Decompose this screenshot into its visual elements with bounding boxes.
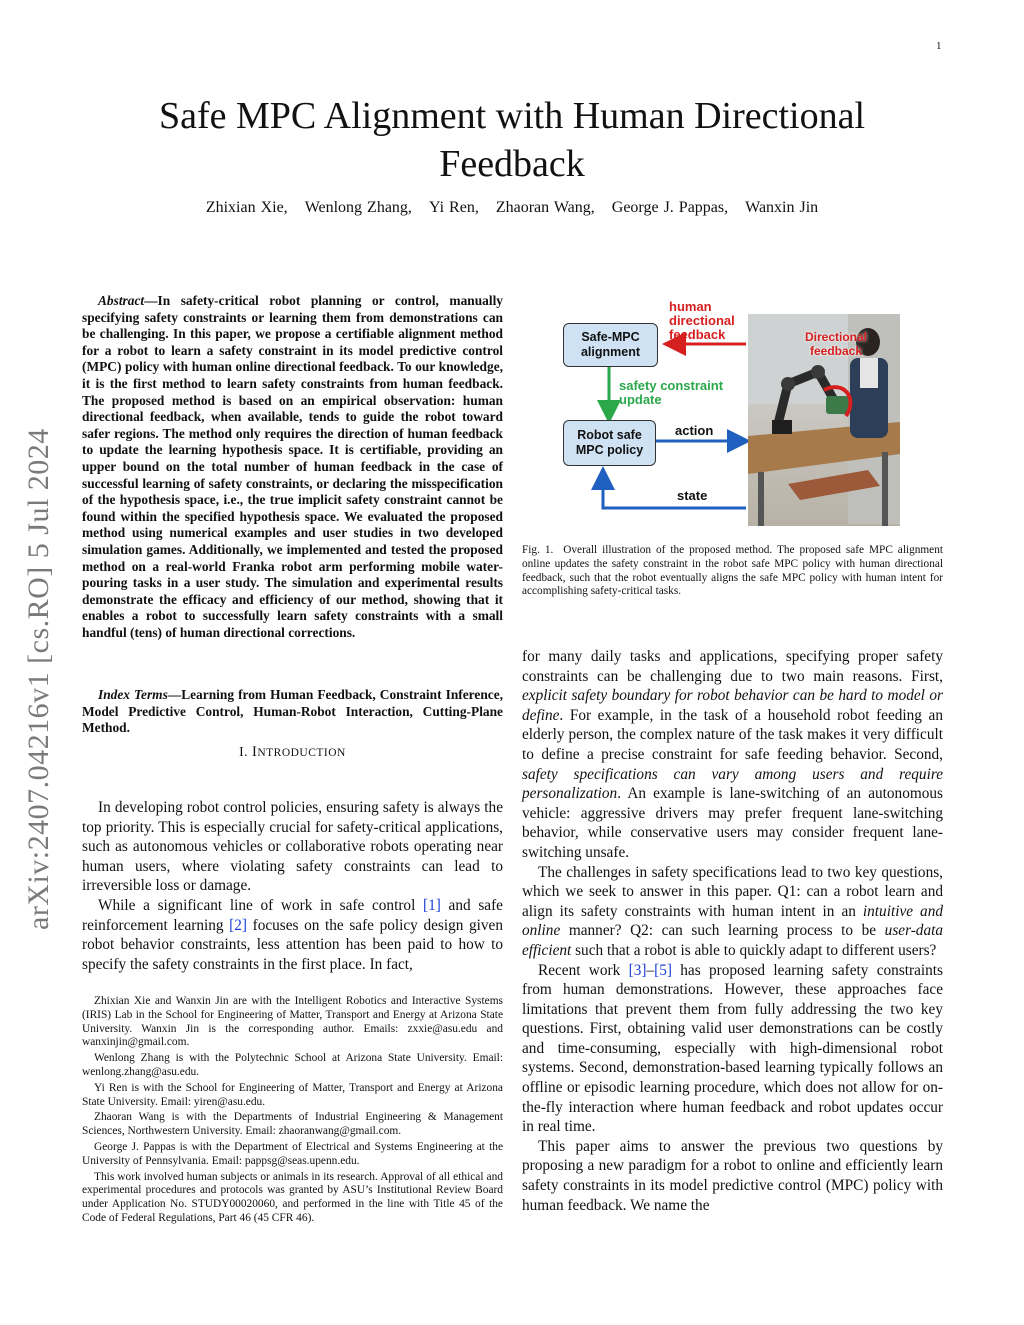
text-run: has proposed learning safety constraints from human demonstrations. However, these approaches face limitations that prevent them from fully addressing the two key questions. First, obtaining valid user demonstrations can be costly and time-consuming, especially with high-dimensional robot systems. Second, demonstration-based learning typically follows an offline or episodic learning procedure, which does not allow for on-the-fly interaction where human feedback and robot updates occur in real time. — [522, 961, 944, 1136]
footnotes — [82, 995, 503, 1228]
state-label: state — [677, 488, 708, 503]
figure-1 — [553, 296, 901, 528]
index-terms-label: Index Terms — [98, 687, 168, 702]
text-run: focuses on the safe policy design given robot behavior constraints, less attention has been paid to how to specify the safety constraints in the first place. In fact, — [82, 916, 503, 973]
robot-photo — [748, 314, 900, 526]
paragraph — [522, 863, 943, 961]
safe-mpc-alignment-box: Safe-MPC alignment — [563, 323, 658, 367]
page-number: 1 — [936, 40, 942, 52]
text-run: Recent work — [538, 961, 629, 979]
text-run: . An example is lane-switching of an autonomous vehicle: aggressive drivers may prefer frequent lane-switching behavior, while conservative users may consider frequent lane-switching unsafe. — [522, 785, 943, 861]
footnote: Zhixian Xie and Wanxin Jin are with the Intelligent Robotics and Interactive Systems (IRIS) Lab in the School for Engineering of Matter, Transport and Energy at Arizona State University. Wanxin Jin is the corresponding author. Emails: zxxie@asu.edu and wanxinjin@gmail.com. — [82, 995, 503, 1049]
text-run: – — [646, 961, 655, 979]
arxiv-identifier: arXiv:2407.04216v1 [cs.RO] 5 Jul 2024 — [22, 428, 55, 930]
author: Wenlong Zhang, — [304, 199, 412, 216]
safety-update-label: safety constraint update — [619, 378, 724, 407]
paragraph — [82, 896, 503, 974]
author: Yi Ren, — [428, 199, 479, 216]
figure-caption — [522, 544, 943, 599]
section-title — [252, 744, 346, 760]
abstract-label: Abstract — [98, 293, 145, 308]
index-terms — [82, 687, 503, 737]
author-list — [80, 199, 944, 217]
author: Wanxin Jin — [745, 199, 819, 216]
abstract — [82, 293, 503, 641]
text-run: . For example, in the task of a household robot feeding an elderly person, the complex nature of the task makes it very difficult to define a precise constraint for safe feeding behavior. Second, — [522, 706, 943, 763]
directional-feedback-label: Directional feedback — [804, 330, 867, 358]
paragraph — [522, 647, 943, 863]
caption-label: Fig. 1. — [522, 544, 554, 556]
action-label: action — [675, 423, 714, 438]
author: George J. Pappas, — [611, 199, 729, 216]
section-heading — [82, 744, 503, 761]
footnote: Yi Ren is with the School for Engineering of Matter, Transport and Energy at Arizona State University. Email: yiren@asu.edu. — [82, 1081, 503, 1108]
author: Zhixian Xie, — [205, 199, 288, 216]
emphasis: intuitive and online — [522, 902, 943, 940]
text-run: manner? Q2: can such learning process to be — [560, 922, 885, 940]
section-title-rest: NTRODUCTION — [257, 747, 346, 759]
intro-left-column — [82, 798, 503, 974]
text-run: such that a robot is able to quickly adapt to different users? — [571, 941, 937, 959]
paragraph: This paper aims to answer the previous two questions by proposing a new paradigm for a robot to online and efficiently learn safety constraints in its model predictive control (MPC) policy with human feedback. We name the — [522, 1137, 943, 1214]
human-feedback-label: human directional feedback — [669, 299, 735, 342]
emphasis: user-data efficient — [522, 922, 943, 959]
emphasis: safety specifications can vary among users and require personalization — [522, 765, 943, 803]
text-run: and safe reinforcement learning — [82, 896, 503, 934]
footnote: George J. Pappas is with the Department of Electrical and Systems Engineering at the University of Pennsylvania. Email: pappsg@seas.upenn.edu. — [82, 1140, 503, 1167]
footnote: Zhaoran Wang is with the Departments of Industrial Engineering & Management Sciences, Northwestern University. Email: zhaoranwang@gmail.com. — [82, 1111, 503, 1138]
robot-safe-mpc-policy-box: Robot safe MPC policy — [563, 420, 656, 466]
citation-link[interactable]: [5] — [654, 961, 672, 979]
footnote: This work involved human subjects or animals in its research. Approval of all ethical and experimental procedures and protocols was granted by ASU’s Institutional Review Board under Application No. STUDY00020060, and performed in the line with Title 45 of the Code of Federal Regulations, Part 46 (45 CFR 46). — [82, 1170, 503, 1224]
citation-link[interactable]: [3] — [628, 961, 647, 979]
state-arrow — [603, 472, 746, 508]
paper-title: Safe MPC Alignment with Human Directional Feedback — [158, 95, 866, 185]
intro-right-column — [522, 647, 943, 1215]
footnote: Wenlong Zhang is with the Polytechnic School at Arizona State University. Email: wenlong.zhang@asu.edu. — [82, 1052, 503, 1078]
text-run: While a significant line of work in safe control — [98, 896, 424, 914]
citation-link[interactable]: [2] — [229, 916, 247, 934]
section-number: I. — [239, 744, 249, 759]
citation-link[interactable]: [1] — [423, 896, 441, 914]
abstract-text: —In safety-critical robot planning or control, manually specifying safety constraints or learning them from demonstrations can be challenging. In this paper, we propose a certifiable alignment method for a robot to learn a safety constraint in its model predictive control (MPC) policy with human online directional feedback. To our knowledge, it is the first method to learn safety constraints from human feedback. The proposed method is based on an empirical observation: human directional feedback, when available, tends to guide the robot toward safer regions. The method only requires the direction of human feedback to update the learning hypothesis space. It is certifiable, providing an upper bound on the total number of human feedback in the case of successful learning of safety constraints, or declaring the misspecification of the hypothesis space, i.e., the true implicit safety constraint cannot be found within the specified hypothesis space. We evaluated the proposed method using numerical examples and user studies in two developed simulation games. Additionally, we implemented and tested the proposed method on a real-world Franka robot arm performing mobile water-pouring tasks in a user study. The simulation and experimental results demonstrate the efficacy and efficiency of our method, showing that it enables a robot to successfully learn safety constraints with a small handful (tens) of human directional corrections. — [82, 293, 503, 640]
emphasis: explicit safety boundary for robot behavior can be hard to model or define — [522, 687, 943, 724]
paragraph — [522, 961, 943, 1137]
index-terms-text: —Learning from Human Feedback, Constraint Inference, Model Predictive Control, Human-Robot Interaction, Cutting-Plane Method. — [82, 687, 504, 736]
section-title-initial: I — [251, 744, 258, 760]
text-run: The challenges in safety specifications lead to two key questions, which we seek to answer in this paper. Q1: can a robot learn and align its safety constraints with human intent in an — [522, 863, 943, 920]
caption-text: Overall illustration of the proposed method. The proposed safe MPC alignment online updates the safety constraint in the robot safe MPC policy with human directional feedback, such that the robot eventually aligns the safe MPC policy with human intent for accomplishing safety-critical tasks. — [522, 544, 943, 598]
text-run: for many daily tasks and applications, specifying proper safety constraints can be challenging due to two main reasons. First, — [522, 648, 943, 685]
author: Zhaoran Wang, — [495, 199, 595, 216]
paragraph: In developing robot control policies, ensuring safety is always the top priority. This is especially crucial for safety-critical applications, such as autonomous vehicles or collaborative robots operating near human users, where violating safety constraints can lead to irreversible loss or damage. — [82, 799, 503, 895]
